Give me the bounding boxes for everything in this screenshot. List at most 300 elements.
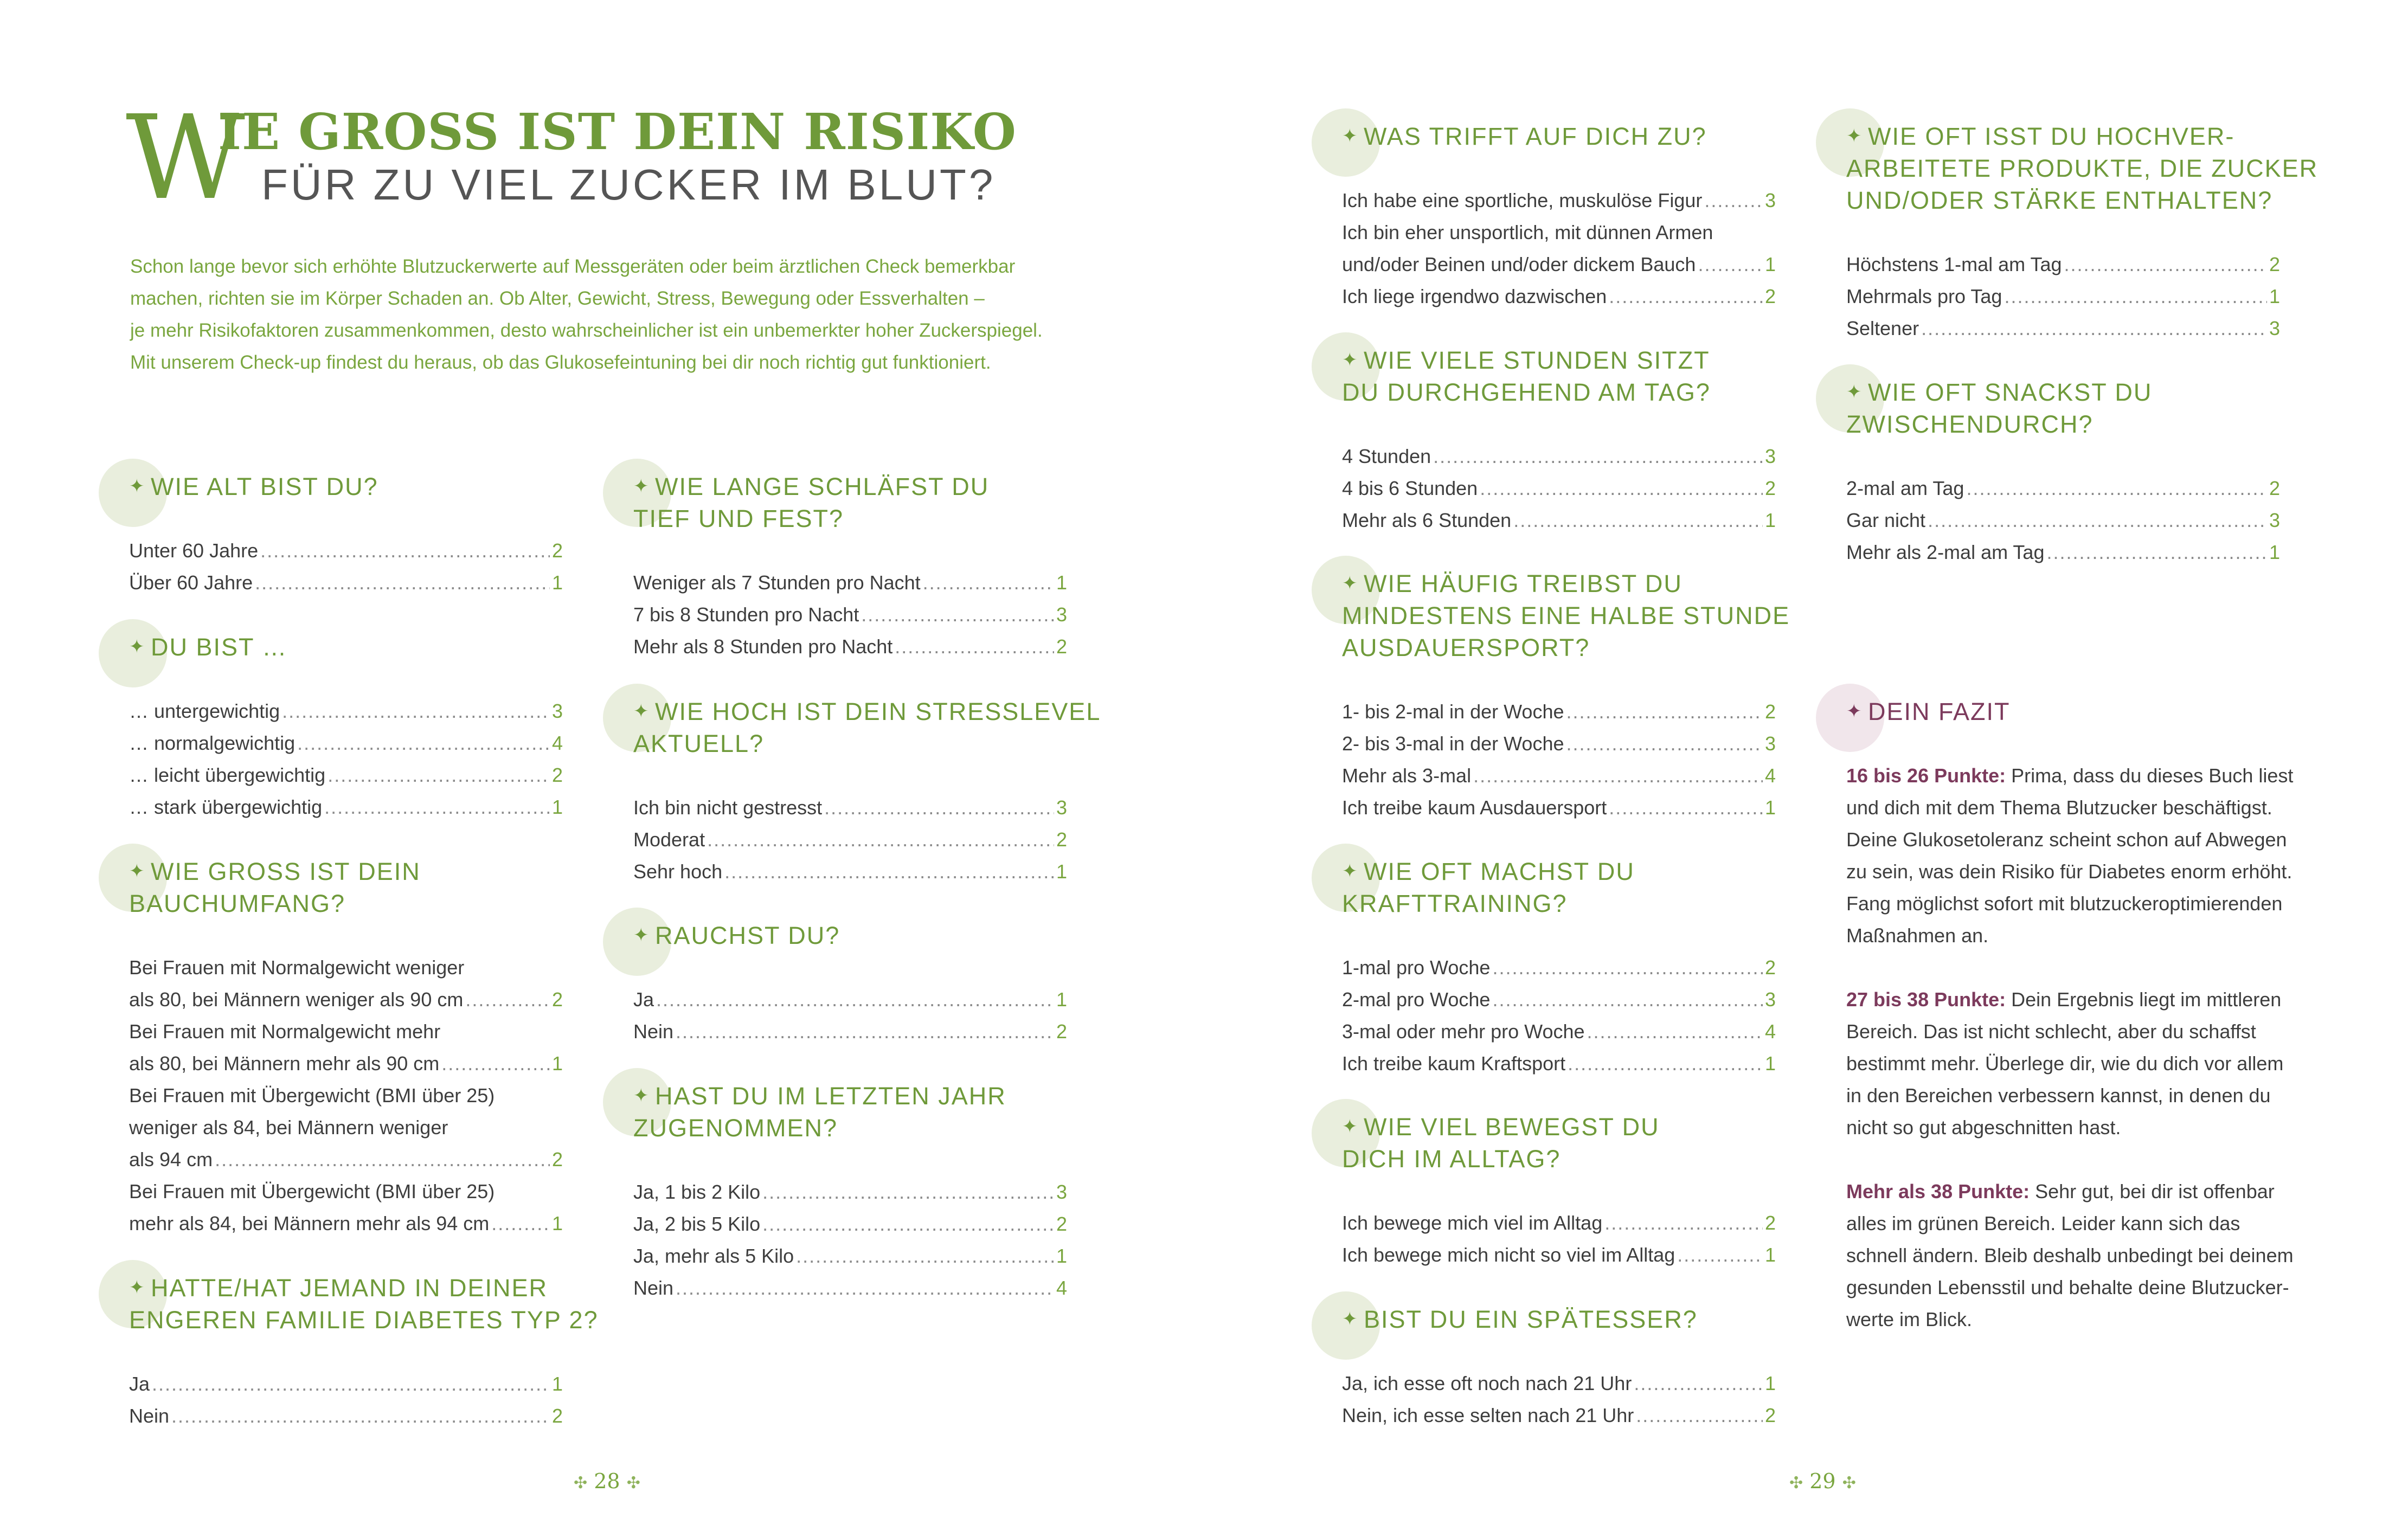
answer-label: als 94 cm [129, 1148, 213, 1171]
answer-points: 1 [2269, 285, 2280, 307]
answer-points: 1 [551, 1212, 563, 1234]
leader-dots [1492, 951, 1763, 983]
fazit-text: Dein Ergebnis liegt im mittleren [2006, 988, 2282, 1011]
question-line: HAST DU IM LETZTEN JAHR [655, 1082, 1006, 1110]
answer-row [129, 1047, 563, 1079]
fazit-text: Maßnahmen an. [1846, 924, 1989, 947]
question-text [1342, 1111, 1776, 1175]
answer-label: Ja, 1 bis 2 Kilo [633, 1181, 761, 1203]
star-icon: ✦ [1342, 861, 1359, 882]
question-heading [1342, 568, 1790, 664]
leader-dots [724, 856, 1054, 888]
question-line: WIE VIELE STUNDEN SITZT [1364, 346, 1710, 374]
question-sitzt [1342, 344, 1776, 536]
leader-dots [1704, 184, 1763, 216]
answer-label: Über 60 Jahre [129, 571, 253, 594]
question-zugenommen [633, 1080, 1067, 1304]
question-line: TIEF UND FEST? [633, 505, 844, 532]
leader-dots [1966, 472, 2267, 504]
answer-row [633, 856, 1067, 888]
answer-row [633, 567, 1067, 599]
question-line: WIE HOCH IST DEIN STRESSLEVEL [655, 698, 1101, 725]
leader-dots [895, 631, 1054, 663]
question-line: WIE ALT BIST DU? [151, 473, 378, 500]
answer-points: 3 [1056, 603, 1067, 626]
question-line: DU DURCHGEHEND AM TAG? [1342, 378, 1711, 406]
question-heading [1342, 1303, 1776, 1335]
answer-label: … leicht übergewichtig [129, 764, 326, 786]
answer-label-part: weniger als 84, bei Männern weniger [129, 1116, 448, 1139]
leader-dots [255, 567, 550, 599]
question-text [1364, 120, 1776, 152]
leader-dots [1921, 312, 2267, 344]
answer-row [129, 1143, 563, 1175]
answer-points: 3 [1764, 988, 1776, 1011]
answer-row [129, 1207, 563, 1239]
answer-row [1846, 504, 2280, 536]
ornament-icon: ✣ [1789, 1474, 1803, 1493]
ornament-icon: ✣ [1842, 1474, 1856, 1493]
answer-label: Ja, mehr als 5 Kilo [633, 1245, 794, 1267]
question-heading [1342, 1111, 1776, 1175]
leader-dots [676, 1272, 1054, 1304]
question-line: ARBEITETE PRODUKTE, DIE ZUCKER [1846, 155, 2319, 182]
star-icon: ✦ [1846, 382, 1863, 402]
question-text [1846, 376, 2280, 440]
question-line: WIE LANGE SCHLÄFST DU [655, 473, 990, 500]
leader-dots [656, 983, 1054, 1015]
question-line: BAUCHUMFANG? [129, 890, 346, 917]
answer-row [633, 1272, 1067, 1304]
answer-points: 2 [551, 764, 563, 786]
question-line: MINDESTENS EINE HALBE STUNDE [1342, 602, 1790, 629]
question-text [1342, 856, 1776, 919]
question-line: AKTUELL? [633, 730, 765, 757]
fazit-line [1846, 856, 2323, 888]
leader-dots [215, 1143, 550, 1175]
title-line-2: FÜR ZU VIEL ZUCKER IM BLUT? [261, 160, 996, 209]
answer-row [1342, 472, 1776, 504]
answer-label-part: Bei Frauen mit Übergewicht (BMI über 25) [129, 1084, 495, 1107]
leader-dots [1568, 1047, 1763, 1079]
answer-list [633, 1176, 1067, 1304]
fazit-line [1846, 888, 2323, 919]
question-line: UND/ODER STÄRKE ENTHALTEN? [1846, 187, 2273, 214]
answer-text-line [129, 1079, 563, 1111]
answer-label: 2-mal pro Woche [1342, 988, 1491, 1011]
leader-dots [2046, 536, 2267, 568]
answer-label: Sehr hoch [633, 860, 723, 883]
answer-row [633, 1240, 1067, 1272]
answer-label: Ich bewege mich viel im Alltag [1342, 1212, 1603, 1234]
answer-label: Ich treibe kaum Kraftsport [1342, 1052, 1566, 1075]
fazit-line [1846, 1239, 2323, 1271]
answer-points: 3 [1764, 445, 1776, 467]
fazit-score-range: Mehr als 38 Punkte: [1846, 1180, 2030, 1202]
leader-dots [282, 695, 550, 727]
star-icon: ✦ [633, 1085, 650, 1106]
answer-row [1342, 1399, 1776, 1431]
answer-list [1342, 696, 1776, 824]
leader-dots [171, 1400, 550, 1432]
question-line: DU BIST … [151, 633, 288, 661]
page-number-right [1789, 1469, 1856, 1493]
intro-line: je mehr Risikofaktoren zusammenkommen, desto wahrscheinlicher ist ein unbemerkter hoher Zuckerspiegel. [130, 320, 1043, 341]
question-heading [633, 696, 1101, 760]
question-text [151, 631, 563, 663]
answer-row [633, 1015, 1067, 1047]
answer-list [129, 695, 563, 823]
answer-label: 7 bis 8 Stunden pro Nacht [633, 603, 859, 626]
answer-label: … normalgewichtig [129, 732, 296, 754]
question-alltag [1342, 1111, 1776, 1271]
leader-dots [762, 1208, 1054, 1240]
title-drop-cap: W [126, 91, 245, 226]
star-icon: ✦ [633, 925, 650, 946]
answer-row [1846, 312, 2280, 344]
leader-dots [1566, 696, 1763, 728]
fazit-line [1846, 1047, 2323, 1079]
question-text [151, 471, 563, 503]
answer-label: Ich bewege mich nicht so viel im Alltag [1342, 1244, 1675, 1266]
answer-points: 2 [1764, 956, 1776, 979]
question-stress [633, 696, 1101, 888]
fazit-score-range: 27 bis 38 Punkte: [1846, 988, 2006, 1011]
answer-row [129, 567, 563, 599]
star-icon: ✦ [1342, 350, 1359, 370]
answer-label: als 80, bei Männern weniger als 90 cm [129, 988, 464, 1011]
answer-label: Nein [129, 1405, 170, 1427]
answer-row [1342, 792, 1776, 824]
star-icon: ✦ [1342, 126, 1359, 146]
answer-label: 4 Stunden [1342, 445, 1431, 467]
answer-row [1342, 280, 1776, 312]
question-text [1342, 344, 1776, 408]
answer-row [1846, 536, 2280, 568]
answer-label: 4 bis 6 Stunden [1342, 477, 1478, 499]
star-icon: ✦ [129, 1277, 146, 1298]
answer-label: 3-mal oder mehr pro Woche [1342, 1020, 1585, 1043]
question-line: WIE OFT SNACKST DU [1868, 378, 2153, 406]
fazit-line [1846, 792, 2323, 824]
answer-label: Ich bin nicht gestresst [633, 796, 823, 819]
answer-points: 2 [551, 539, 563, 562]
answer-points: 1 [1056, 988, 1067, 1011]
leader-dots [324, 791, 550, 823]
question-ausdauer [1342, 568, 1790, 824]
leader-dots [297, 727, 550, 759]
answer-points: 2 [551, 1148, 563, 1171]
question-verarbeitet [1846, 120, 2319, 344]
answer-points: 2 [1764, 285, 1776, 307]
answer-row [1342, 1239, 1776, 1271]
leader-dots [1473, 760, 1763, 792]
answer-row [1342, 728, 1776, 760]
answer-row [129, 983, 563, 1015]
question-heading [1342, 344, 1776, 408]
answer-row [1342, 983, 1776, 1015]
answer-points: 1 [551, 1373, 563, 1395]
answer-points: 1 [1764, 796, 1776, 819]
answer-label: Ja [129, 1373, 150, 1395]
question-line: WIE OFT ISST DU HOCHVER- [1868, 123, 2235, 150]
answer-points: 4 [1764, 1020, 1776, 1043]
answer-row [1342, 1367, 1776, 1399]
answer-points: 2 [2269, 477, 2280, 499]
question-line: DICH IM ALLTAG? [1342, 1145, 1561, 1173]
leader-dots [676, 1015, 1054, 1047]
answer-row [1342, 504, 1776, 536]
star-icon: ✦ [1342, 1116, 1359, 1137]
answer-points: 1 [2269, 541, 2280, 563]
answer-row [129, 535, 563, 567]
leader-dots [1677, 1239, 1763, 1271]
answer-row [129, 1368, 563, 1400]
answer-row [1342, 1015, 1776, 1047]
answer-label: Ja [633, 988, 654, 1011]
answer-list [1846, 248, 2280, 344]
question-heading [1342, 120, 1776, 152]
fazit-line [1846, 1271, 2323, 1303]
answer-label: Mehr als 6 Stunden [1342, 509, 1512, 531]
leader-dots [824, 792, 1054, 824]
answer-row [633, 824, 1067, 856]
question-text [633, 471, 1067, 535]
answer-points: 4 [1056, 1277, 1067, 1299]
answer-row [1846, 280, 2280, 312]
question-spaet [1342, 1303, 1776, 1431]
question-heading [129, 856, 563, 919]
question-text [129, 856, 563, 919]
star-icon: ✦ [129, 476, 146, 497]
answer-row [1846, 472, 2280, 504]
question-heading [129, 631, 563, 663]
answer-points: 2 [1764, 477, 1776, 499]
answer-list [633, 567, 1067, 663]
intro-line: Mit unserem Check-up findest du heraus, ob das Glukosefeintuning bei dir noch richtig gut funktioniert. [130, 352, 991, 373]
answer-row [633, 983, 1067, 1015]
answer-points: 2 [1056, 1020, 1067, 1043]
answer-row [129, 695, 563, 727]
answer-list [1342, 1367, 1776, 1431]
question-line: ENGEREN FAMILIE DIABETES TYP 2? [129, 1306, 599, 1334]
answer-label: als 80, bei Männern mehr als 90 cm [129, 1052, 440, 1075]
answer-label: 1-mal pro Woche [1342, 956, 1491, 979]
leader-dots [1609, 792, 1763, 824]
answer-points: 2 [1056, 828, 1067, 851]
answer-points: 1 [1764, 509, 1776, 531]
leader-dots [1698, 248, 1763, 280]
answer-label: Seltener [1846, 317, 1919, 339]
answer-label: … untergewichtig [129, 700, 280, 722]
question-line: WAS TRIFFT AUF DICH ZU? [1364, 123, 1707, 150]
fazit-text: schnell ändern. Bleib deshalb unbedingt bei deinem [1846, 1244, 2294, 1266]
answer-label: Moderat [633, 828, 705, 851]
question-line: AUSDAUERSPORT? [1342, 634, 1590, 661]
answer-label: Höchstens 1-mal am Tag [1846, 253, 2062, 275]
answer-row [1342, 951, 1776, 983]
answer-row [1846, 248, 2280, 280]
answer-text-line [129, 1175, 563, 1207]
question-rauch [633, 919, 1067, 1047]
answer-points: 2 [551, 1405, 563, 1427]
fazit-score-range: 16 bis 26 Punkte: [1846, 764, 2006, 787]
answer-list [633, 983, 1067, 1047]
question-text [129, 1272, 599, 1336]
ornament-icon: ✣ [626, 1474, 640, 1493]
question-heading [1846, 376, 2280, 440]
question-line: ZWISCHENDURCH? [1846, 410, 2094, 438]
fazit-text: nicht so gut abgeschnitten hast. [1846, 1116, 2121, 1139]
fazit-text: Deine Glukosetoleranz scheint schon auf Abwegen [1846, 828, 2287, 851]
answer-points: 3 [2269, 509, 2280, 531]
answer-points: 2 [1764, 700, 1776, 723]
answer-text-line [1342, 216, 1776, 248]
answer-text-line [129, 1111, 563, 1143]
leader-dots [1928, 504, 2267, 536]
answer-points: 1 [1056, 571, 1067, 594]
answer-label: Ich liege irgendwo dazwischen [1342, 285, 1607, 307]
answer-label: Gar nicht [1846, 509, 1926, 531]
question-trifft [1342, 120, 1776, 312]
answer-label-part: Bei Frauen mit Normalgewicht weniger [129, 956, 465, 979]
star-icon: ✦ [1846, 701, 1863, 722]
answer-label: Mehr als 3-mal [1342, 764, 1472, 787]
answer-label-part: Bei Frauen mit Übergewicht (BMI über 25) [129, 1180, 495, 1202]
intro-line: machen, richten sie im Körper Schaden an. Ob Alter, Gewicht, Stress, Bewegung oder Essverhalten – [130, 288, 985, 309]
fazit-heading: ✦ DEIN FAZIT [1846, 696, 2323, 728]
answer-points: 2 [2269, 253, 2280, 275]
fazit-text: Fang möglichst sofort mit blutzuckeroptimierenden [1846, 892, 2283, 915]
answer-list [1342, 184, 1776, 312]
answer-points: 1 [1056, 1245, 1067, 1267]
leader-dots [1566, 728, 1763, 760]
title-line-1: IE GROSS IST DEIN RISIKO [218, 102, 1017, 161]
answer-points: 3 [1764, 732, 1776, 755]
fazit-line [1846, 760, 2323, 792]
fazit-line [1846, 824, 2323, 856]
question-text [1364, 1303, 1776, 1335]
question-line: WIE OFT MACHST DU [1364, 858, 1635, 885]
answer-label: Ja, ich esse oft noch nach 21 Uhr [1342, 1372, 1632, 1394]
leader-dots [1636, 1399, 1763, 1431]
question-text [1846, 120, 2319, 216]
answer-list [1846, 472, 2280, 568]
page-number-left [574, 1469, 640, 1493]
answer-points: 3 [1056, 1181, 1067, 1203]
answer-row [633, 1176, 1067, 1208]
answer-points: 1 [551, 1052, 563, 1075]
answer-row [633, 599, 1067, 631]
question-alter [129, 471, 563, 599]
star-icon: ✦ [129, 636, 146, 657]
answer-list [1342, 440, 1776, 536]
fazit-section [1846, 696, 2323, 1335]
leader-dots [1609, 280, 1763, 312]
answer-row [1342, 1047, 1776, 1079]
fazit-text: zu sein, was dein Risiko für Diabetes enorm erhöht. [1846, 860, 2293, 883]
answer-points: 2 [1764, 1212, 1776, 1234]
paragraph-gap [1846, 1143, 2323, 1175]
answer-list [129, 951, 563, 1239]
leader-dots [861, 599, 1054, 631]
leader-dots [2004, 280, 2267, 312]
fazit-line [1846, 1015, 2323, 1047]
star-icon: ✦ [1342, 573, 1359, 594]
answer-label: Nein, ich esse selten nach 21 Uhr [1342, 1404, 1634, 1426]
fazit-text: werte im Blick. [1846, 1308, 1973, 1330]
fazit-line [1846, 1175, 2323, 1207]
answer-list [1342, 1207, 1776, 1271]
answer-label: Unter 60 Jahre [129, 539, 259, 562]
answer-label-part: Bei Frauen mit Normalgewicht mehr [129, 1020, 441, 1043]
fazit-line [1846, 1111, 2323, 1143]
intro-line: Schon lange bevor sich erhöhte Blutzuckerwerte auf Messgeräten oder beim ärztlichen Check bemerkbar [130, 256, 1016, 277]
answer-points: 2 [1764, 1404, 1776, 1426]
question-heading [633, 1080, 1067, 1144]
answer-points: 2 [1056, 1213, 1067, 1235]
question-line: BIST DU EIN SPÄTESSER? [1364, 1306, 1698, 1333]
answer-row [129, 727, 563, 759]
question-dubist [129, 631, 563, 823]
leader-dots [491, 1207, 550, 1239]
question-line: KRAFTTRAINING? [1342, 890, 1568, 917]
fazit-text: in den Bereichen verbessern kannst, in denen du [1846, 1084, 2271, 1107]
answer-label: … stark übergewichtig [129, 796, 323, 818]
answer-text-line [129, 951, 563, 983]
star-icon: ✦ [633, 476, 650, 497]
question-heading [633, 919, 1067, 951]
question-line: WIE HÄUFIG TREIBST DU [1364, 570, 1683, 597]
question-snack [1846, 376, 2280, 568]
answer-points: 1 [551, 571, 563, 594]
leader-dots [707, 824, 1054, 856]
leader-dots [1634, 1367, 1763, 1399]
answer-label: Weniger als 7 Stunden pro Nacht [633, 571, 921, 594]
answer-points: 3 [551, 700, 563, 722]
question-line: HATTE/HAT JEMAND IN DEINER [151, 1274, 548, 1302]
question-heading [1342, 856, 1776, 919]
fazit-text: und dich mit dem Thema Blutzucker beschäftigst. [1846, 796, 2272, 819]
fazit-text: Sehr gut, bei dir ist offenbar [2030, 1180, 2275, 1202]
answer-label: Nein [633, 1277, 674, 1299]
answer-row [1342, 760, 1776, 792]
answer-points: 3 [1764, 189, 1776, 211]
page-number-value: 28 [594, 1469, 620, 1493]
question-text [655, 919, 1067, 951]
leader-dots [441, 1047, 550, 1079]
leader-dots [923, 567, 1054, 599]
leader-dots [1433, 440, 1763, 472]
answer-points: 3 [1056, 796, 1067, 819]
answer-row [129, 1400, 563, 1432]
fazit-line [1846, 983, 2323, 1015]
answer-row [633, 1208, 1067, 1240]
answer-row [1342, 1207, 1776, 1239]
answer-list [1342, 951, 1776, 1079]
leader-dots [260, 535, 550, 567]
answer-row [129, 759, 563, 791]
answer-row [1342, 440, 1776, 472]
answer-label: 2- bis 3-mal in der Woche [1342, 732, 1564, 755]
question-bauch [129, 856, 563, 1239]
question-heading [633, 471, 1067, 535]
fazit-line [1846, 919, 2323, 951]
answer-label: mehr als 84, bei Männern mehr als 94 cm [129, 1212, 490, 1234]
fazit-body [1846, 760, 2323, 1335]
answer-points: 1 [1764, 1372, 1776, 1394]
leader-dots [1513, 504, 1763, 536]
